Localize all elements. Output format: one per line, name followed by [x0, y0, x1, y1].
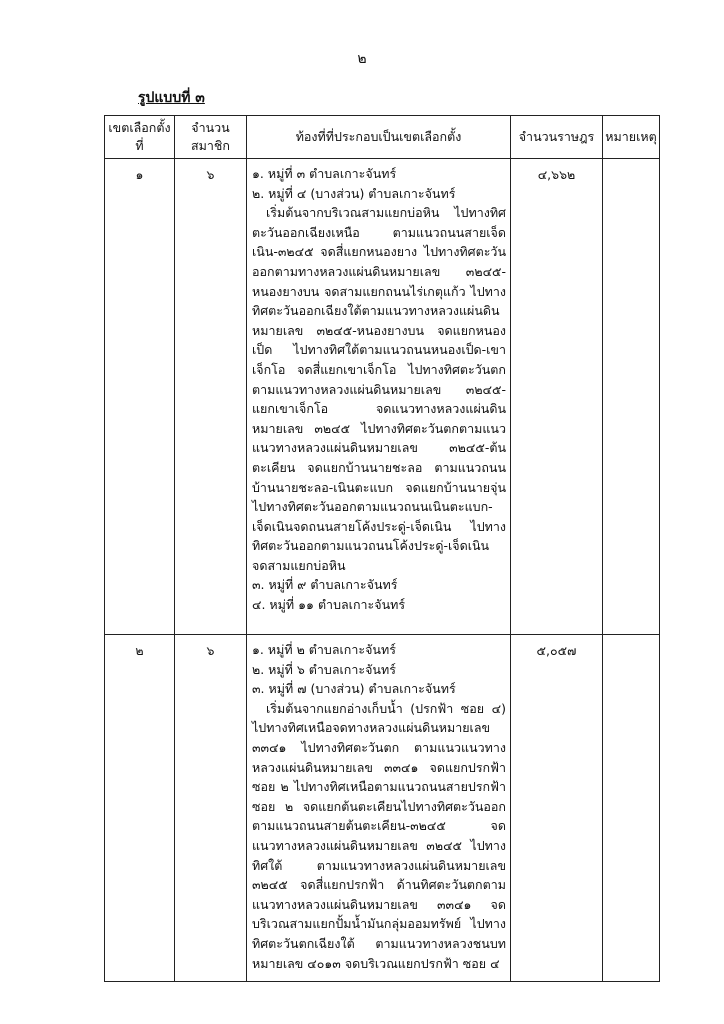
remarks-cell: [603, 159, 660, 635]
district-number: ๒: [105, 635, 175, 982]
header-remarks: หมายเหตุ: [603, 116, 660, 159]
district-table: [104, 115, 660, 982]
header-area: ท้องที่ที่ประกอบเป็นเขตเลือกตั้ง: [247, 116, 511, 159]
area-item: ๓. หมู่ที่ ๗ (บางส่วน) ตำบลเกาะจันทร์: [252, 681, 456, 697]
area-cell: [247, 159, 511, 635]
table-row: [105, 635, 660, 982]
remarks-cell: [603, 635, 660, 982]
table-header-row: [105, 116, 660, 159]
member-count: ๖: [175, 159, 247, 635]
header-population: จำนวนราษฎร: [511, 116, 603, 159]
member-count: ๖: [175, 635, 247, 982]
boundary-description: เริ่มต้นจากบริเวณสามแยกบ่อหิน ไปทางทิศตะวันออกเฉียงเหนือ ตามแนวถนนสายเจ็ดเนิน-๓๒๔๕ จดสี่แยกหนองยาง ไปทางทิศตะวันออกตามทางหลวงแผ่นดินหมายเลข ๓๒๔๕-หนองยางบน จดสามแยกถนนไร่เกตุแก้ว ไปทางทิศตะวันออกเฉียงใต้ตามแนวทางหลวงแผ่นดินหมายเลข ๓๒๔๕-หนองยางบน จดแยกหนองเป็ด ไปทางทิศใต้ตามแนวถนนหนองเป็ด-เขาเจ็กโอ จดสี่แยกเขาเจ็กโอ ไปทางทิศตะวันตกตามแนวทางหลวงแผ่นดินหมายเลข ๓๒๔๕-แยกเขาเจ็กโอ จดแนวทางหลวงแผ่นดินหมายเลข ๓๒๔๕ ไปทางทิศตะวันตกตามแนวแนวทางหลวงแผ่นดินหมายเลข ๓๒๔๕-ต้นตะเคียน จดแยกบ้านนายชะลอ ตามแนวถนนบ้านนายชะลอ-เนินตะแบก จดแยกบ้านนายจุ่นไปทางทิศตะวันออกตามแนวถนนเนินตะแบก-เจ็ดเนินจดถนนสายโค้งประดู่-เจ็ดเนิน ไปทางทิศตะวันออกตามแนวถนนโค้งประดู่-เจ็ดเนิน จดสามแยกบ่อหิน: [252, 205, 506, 573]
header-members: จำนวนสมาชิก: [175, 116, 247, 159]
population-count: ๕,๐๕๗: [511, 635, 603, 982]
area-item: ๔. หมู่ที่ ๑๑ ตำบลเกาะจันทร์: [252, 597, 406, 613]
area-item: ๓. หมู่ที่ ๙ ตำบลเกาะจันทร์: [252, 577, 398, 593]
boundary-description: เริ่มต้นจากแยกอ่างเก็บน้ำ (ปรกฟ้า ซอย ๔) ไปทางทิศเหนือจดทางหลวงแผ่นดินหมายเลข ๓๓๔๑ ไปทางทิศตะวันตก ตามแนวแนวทางหลวงแผ่นดินหมายเลข ๓๓๔๑ จดแยกปรกฟ้าซอย ๒ ไปทางทิศเหนือตามแนวถนนสายปรกฟ้า ซอย ๒ จดแยกต้นตะเคียนไปทางทิศตะวันออกตามแนวถนนสายต้นตะเคียน-๓๒๔๕ จดแนวทางหลวงแผ่นดินหมายเลข ๓๒๔๕ ไปทางทิศใต้ ตามแนวทางหลวงแผ่นดินหมายเลข ๓๒๔๕ จดสี่แยกปรกฟ้า ด้านทิศตะวันตกตามแนวทางหลวงแผ่นดินหมายเลข ๓๓๔๑ จดบริเวณสามแยกปั้มน้ำมันกลุ่มออมทรัพย์ ไปทางทิศตะวันตกเฉียงใต้ ตามแนวทางหลวงชนบทหมายเลข ๔๐๑๓ จดบริเวณแยกปรกฟ้า ซอย ๔: [252, 700, 506, 971]
area-item: ๒. หมู่ที่ ๔ (บางส่วน) ตำบลเกาะจันทร์: [252, 185, 456, 201]
table-row: [105, 159, 660, 635]
population-count: ๔,๖๖๒: [511, 159, 603, 635]
area-item: ๒. หมู่ที่ ๖ ตำบลเกาะจันทร์: [252, 661, 396, 677]
area-cell: [247, 635, 511, 982]
district-number: ๑: [105, 159, 175, 635]
area-item: ๑. หมู่ที่ ๒ ตำบลเกาะจันทร์: [252, 642, 396, 657]
header-district: เขตเลือกตั้งที่: [105, 116, 175, 159]
page-number: ๒: [357, 51, 367, 67]
format-title: รูปแบบที่ ๓: [138, 90, 205, 106]
area-item: ๑. หมู่ที่ ๓ ตำบลเกาะจันทร์: [252, 166, 397, 181]
